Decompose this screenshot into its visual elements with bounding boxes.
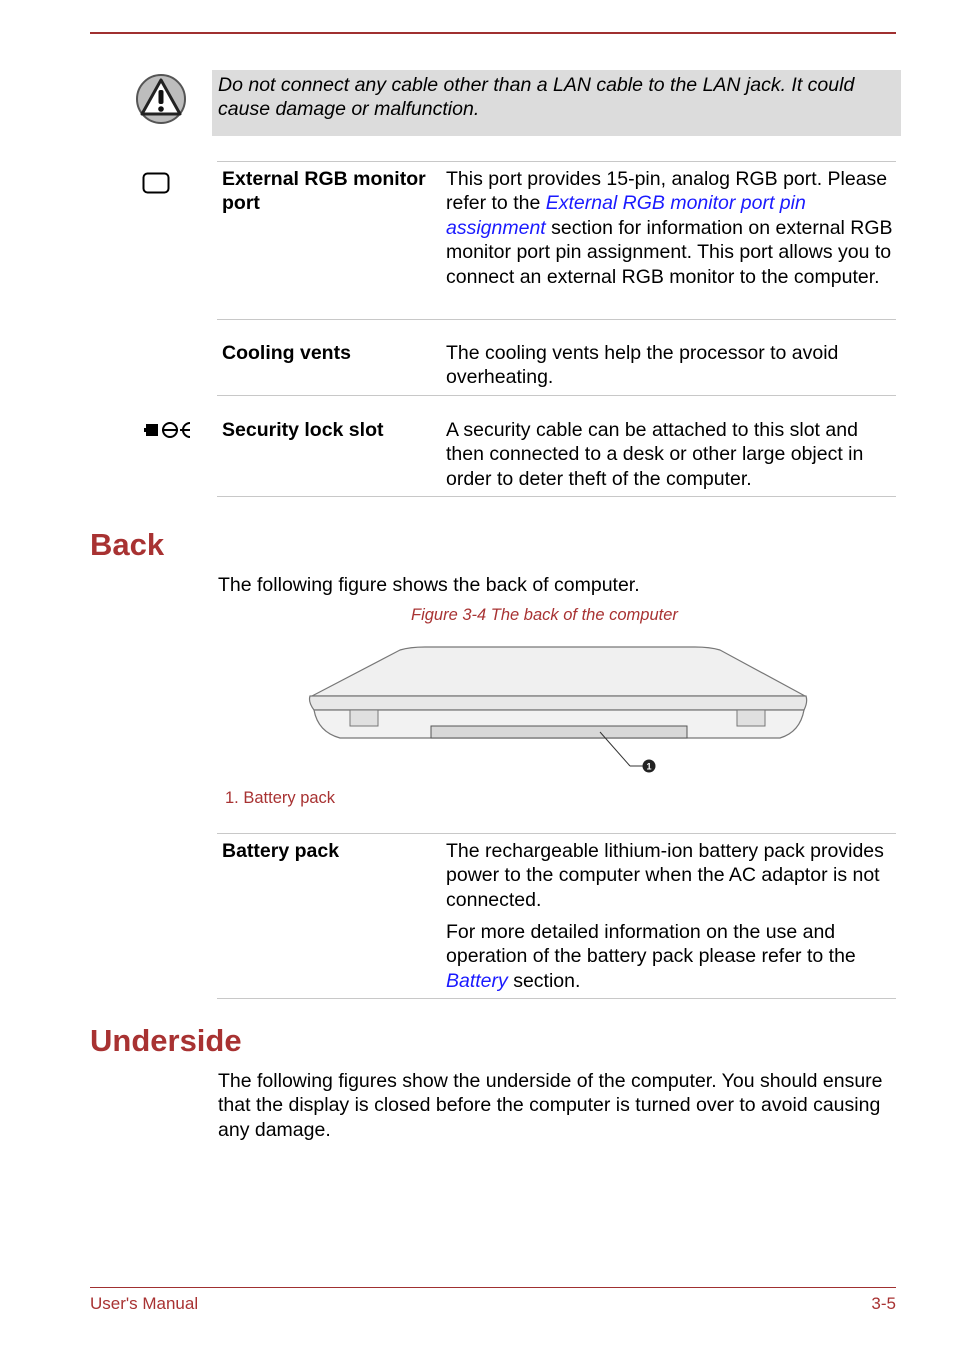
table-divider: [217, 496, 896, 497]
battery-link[interactable]: Battery: [446, 969, 508, 992]
back-intro: The following figure shows the back of computer.: [218, 574, 640, 596]
port-desc-security: A security cable can be attached to this slot and then connected to a desk or other large object in order to deter theft of the computer.: [446, 419, 864, 490]
port-term-rgb: External RGB monitor port: [222, 168, 426, 214]
header-rule: [90, 32, 896, 34]
rgb-pin-assignment-link[interactable]: External RGB monitor port pin assignment: [446, 192, 806, 239]
callout-number: 1: [646, 761, 652, 772]
desc-text: section for information on external RGB monitor port pin assignment. This port allows you to connect an external RGB monitor to the computer.: [446, 216, 893, 288]
desc-text: This port provides 15-pin, analog RGB port. Please refer to the: [446, 168, 888, 215]
caution-text: Do not connect any cable other than a LAN cable to the LAN jack. It could cause damage or malfunction.: [218, 74, 855, 120]
port-term-security: Security lock slot: [222, 419, 384, 441]
security-lock-icon: [144, 420, 192, 445]
port-desc-cooling: The cooling vents help the processor to avoid overheating.: [446, 342, 839, 389]
figure-legend: 1. Battery pack: [225, 789, 336, 807]
section-title-underside: Underside: [90, 1023, 242, 1058]
battery-desc-1: The rechargeable lithium-ion battery pack provides power to the computer when the AC adaptor is not connected.: [446, 840, 884, 911]
section-title-back: Back: [90, 527, 165, 562]
table-divider: [217, 998, 896, 999]
caution-note: [212, 70, 901, 136]
port-term-cooling: Cooling vents: [222, 342, 351, 364]
table-divider: [217, 161, 896, 162]
desc-text: For more detailed information on the use and operation of the battery pack please refer to the: [446, 921, 856, 968]
table-divider: [217, 395, 896, 396]
desc-text: section.: [507, 969, 581, 992]
table-divider: [217, 319, 896, 320]
laptop-back-illustration: [300, 640, 820, 785]
footer-rule: [90, 1287, 896, 1288]
caution-icon: [135, 72, 187, 126]
page-number: 3-5: [871, 1294, 896, 1313]
monitor-icon: [142, 172, 170, 199]
footer-title: User's Manual: [90, 1294, 199, 1313]
underside-intro: The following figures show the underside of the computer. You should ensure that the display is closed before the computer is turned over to avoid causing any damage.: [218, 1070, 883, 1141]
figure-caption: Figure 3-4 The back of the computer: [411, 606, 678, 624]
battery-term: Battery pack: [222, 840, 340, 862]
port-desc-rgb: [446, 167, 894, 289]
battery-desc-2: [446, 920, 894, 993]
table-divider: [217, 833, 896, 834]
